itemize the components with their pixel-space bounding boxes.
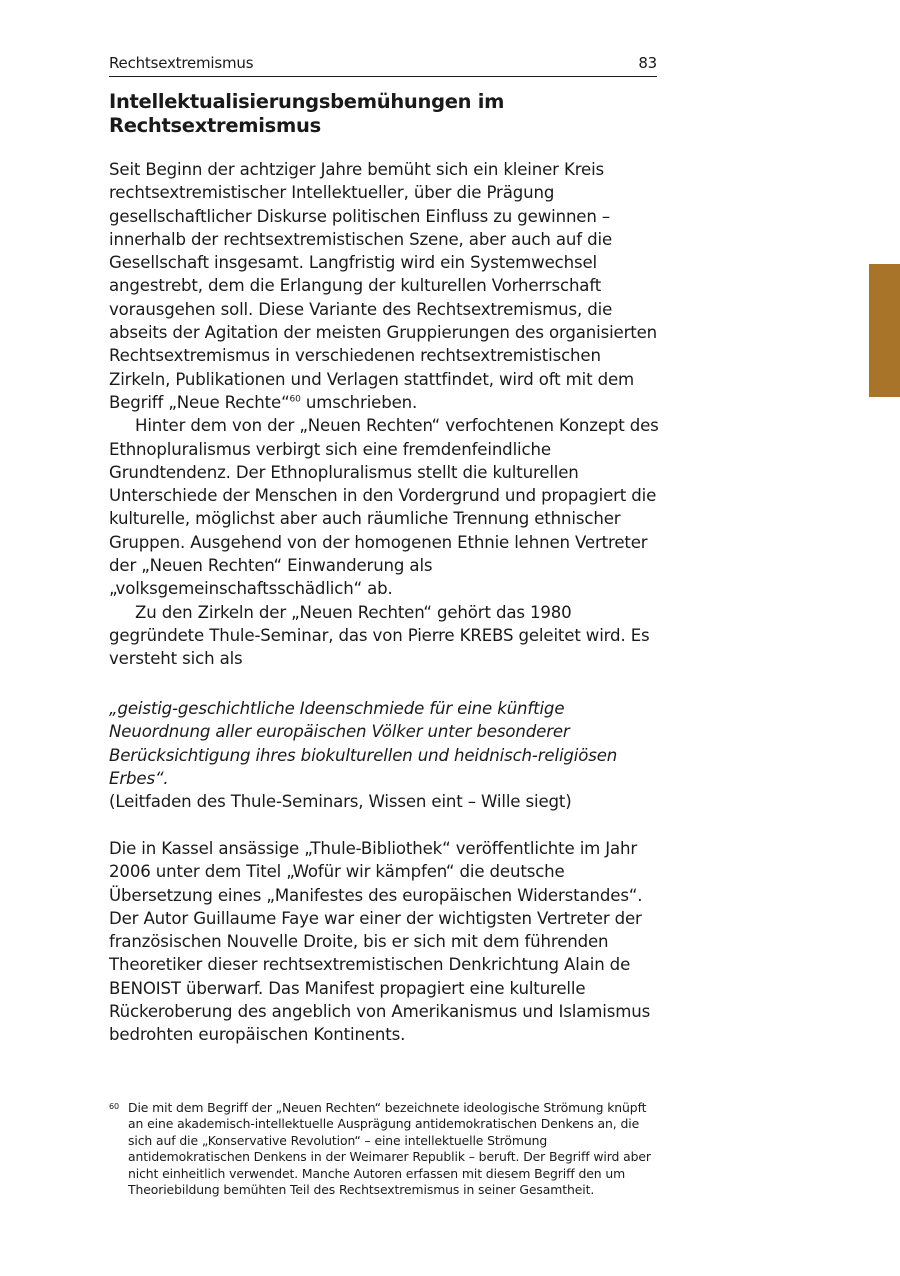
running-head — [109, 54, 657, 77]
paragraph-1 — [109, 158, 661, 414]
footnote — [109, 1100, 657, 1198]
chapter-thumb-marker — [869, 264, 900, 397]
body-text-block-1 — [109, 158, 661, 671]
footnote-text: Die mit dem Begriff der „Neuen Rechten“ bezeichnete ideologische Strömung knüpft an eine akademisch-intellektuelle Ausprägung antidemokratischen Denkens an, die sich auf die „Konservative Revolution“ – eine intellektuelle Strömung antidemokratischen Denkens in der Weimarer Republik – beruft. Der Begriff wird aber nicht einheitlich verwendet. Manche Autoren erfassen mit diesem Begriff den um Theoriebildung bemühten Teil des Rechtsextremismus in seiner Gesamtheit. — [128, 1100, 651, 1198]
paragraph-4: Die in Kassel ansässige „Thule-Bibliothek“ veröffentlichte im Jahr 2006 unter dem Titel „Wofür wir kämpfen“ die deutsche Übersetzung eines „Manifestes des europäischen Widerstandes“. Der Autor Guillaume Faye war einer der wichtigsten Vertreter der französischen Nouvelle Droite, bis er sich mit dem führenden Theoretiker dieser rechtsextremistischen Denkrichtung Alain de BENOIST überwarf. Das Manifest propagiert eine kulturelle Rückeroberung des angeblich von Amerikanismus und Islamismus bedrohten europäischen Kontinents. — [109, 839, 651, 1045]
paragraph-3: Zu den Zirkeln der „Neuen Rechten“ gehört das 1980 gegründete Thule-Seminar, das von Pierre KREBS geleitet wird. Es versteht sich als — [109, 602, 650, 669]
quote-block — [109, 697, 661, 813]
body-text-block-2 — [109, 837, 661, 1047]
paragraph-1-text: Seit Beginn der achtziger Jahre bemüht sich ein kleiner Kreis rechtsextremistischer Intellektueller, über die Prägung gesellschaftlicher Diskurse politischen Einfluss zu gewinnen – innerhalb der rechtsextremistischen Szene, aber auch auf die Gesellschaft insgesamt. Langfristig wird ein Systemwechsel angestrebt, dem die Erlangung der kulturellen Vorherrschaft vorausgehen soll. Diese Variante des Rechtsextremismus, die abseits der Agitation der meisten Gruppierungen des organisierten Rechtsextremismus in verschiedenen rechtsextremistischen Zirkeln, Publikationen und Verlagen stattfindet, wird oft mit dem Begriff „Neue Rechte“ — [109, 160, 658, 412]
paragraph-2: Hinter dem von der „Neuen Rechten“ verfochtenen Konzept des Ethnopluralismus verbirgt sich eine fremdenfeindliche Grundtendenz. Der Ethnopluralismus stellt die kulturellen Unterschiede der Menschen in den Vordergrund und propagiert die kulturelle, möglichst aber auch räumliche Trennung ethnischer Gruppen. Ausgehend von der homogenen Ethnie lehnen Vertreter der „Neuen Rechten“ Einwanderung als „volksgemeinschaftsschädlich“ ab. — [109, 416, 659, 599]
section-title: Intellektualisierungsbemühungen im Rechtsextremismus — [109, 90, 505, 137]
running-title: Rechtsextremismus — [109, 54, 254, 72]
block-quote: „geistig-geschichtliche Ideenschmiede für eine künftige Neuordnung aller europäischen Völker unter besonderer Berücksichtigung ihres biokulturellen und heidnisch-religiösen Erbes“. — [109, 699, 618, 788]
paragraph-1-end: umschrieben. — [300, 392, 418, 412]
page-number: 83 — [638, 54, 657, 72]
footnote-reference[interactable]: 60 — [289, 394, 301, 405]
footnote-number: 60 — [109, 1102, 119, 1111]
quote-source: (Leitfaden des Thule-Seminars, Wissen eint – Wille siegt) — [109, 792, 572, 812]
